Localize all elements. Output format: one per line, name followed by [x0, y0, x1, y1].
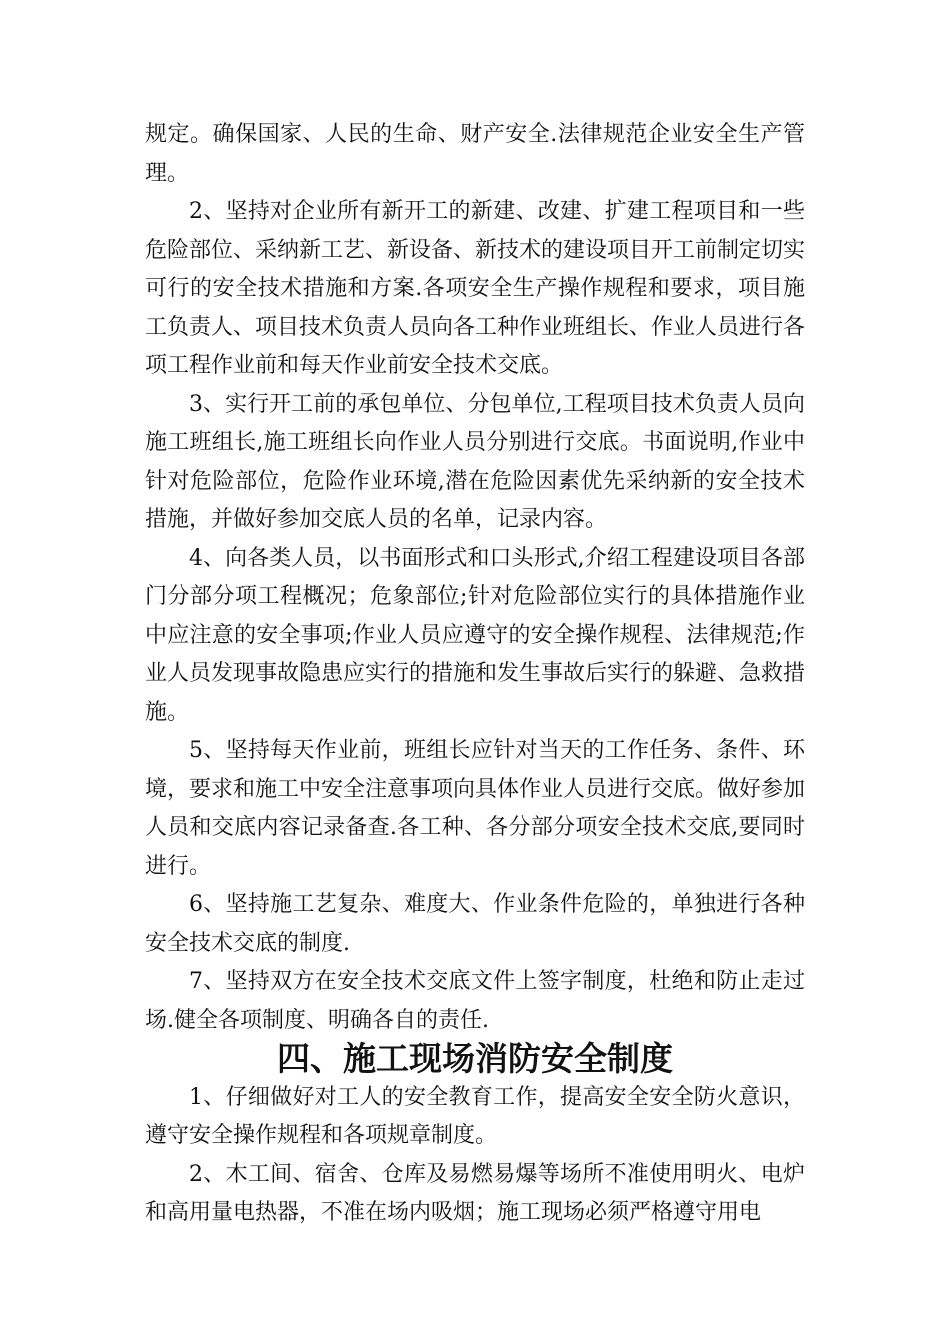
paragraph-item-7: 7、坚持双方在安全技术交底文件上签字制度，杜绝和防止走过场.健全各项制度、明确各自的责任.	[145, 969, 805, 1033]
paragraph-item-6: 6、坚持施工艺复杂、难度大、作业条件危险的，单独进行各种安全技术交底的制度.	[145, 892, 805, 956]
fire-safety-item-2: 2、木工间、宿舍、仓库及易燃易爆等场所不准使用明火、电炉和高用量电热器，不准在场内吸烟；施工现场必须严格遵守用电	[145, 1161, 805, 1225]
fire-safety-item-1: 1、仔细做好对工人的安全教育工作，提高安全安全防火意识，遵守安全操作规程和各项规章制度。	[145, 1084, 805, 1148]
paragraph-item-2: 2、坚持对企业所有新开工的新建、改建、扩建工程项目和一些危险部位、采纳新工艺、新设备、新技术的建设项目开工前制定切实可行的安全技术措施和方案.各项安全生产操作规程和要求，项目施工负责人、项目技术负责人员向各工种作业班组长、作业人员进行各项工程作业前和每天作业前安全技术交底。	[145, 199, 806, 378]
paragraph-item-4: 4、向各类人员，以书面形式和口头形式,介绍工程建设项目各部门分部分项工程概况；危象部位;针对危险部位实行的具体措施作业中应注意的安全事项;作业人员应遵守的安全操作规程、法律规范;作业人员发现事故隐患应实行的措施和发生事故后实行的躲避、急救措施。	[145, 545, 806, 725]
paragraph-item-5: 5、坚持每天作业前，班组长应针对当天的工作任务、条件、环境，要求和施工中安全注意事项向具体作业人员进行交底。做好参加人员和交底内容记录备查.各工种、各分部分项安全技术交底,要同时进行。	[145, 738, 806, 879]
paragraph-continuation: 规定。确保国家、人民的生命、财产安全.法律规范企业安全生产管理。	[145, 122, 805, 186]
section-heading: 四、施工现场消防安全制度	[277, 1039, 673, 1078]
document-body	[145, 116, 805, 1233]
paragraph-item-3: 3、实行开工前的承包单位、分包单位,工程项目技术负责人员向施工班组长,施工班组长向作业人员分别进行交底。书面说明,作业中针对危险部位，危险作业环境,潜在危险因素优先采纳新的安全技术措施，并做好参加交底人员的名单，记录内容。	[145, 391, 805, 532]
